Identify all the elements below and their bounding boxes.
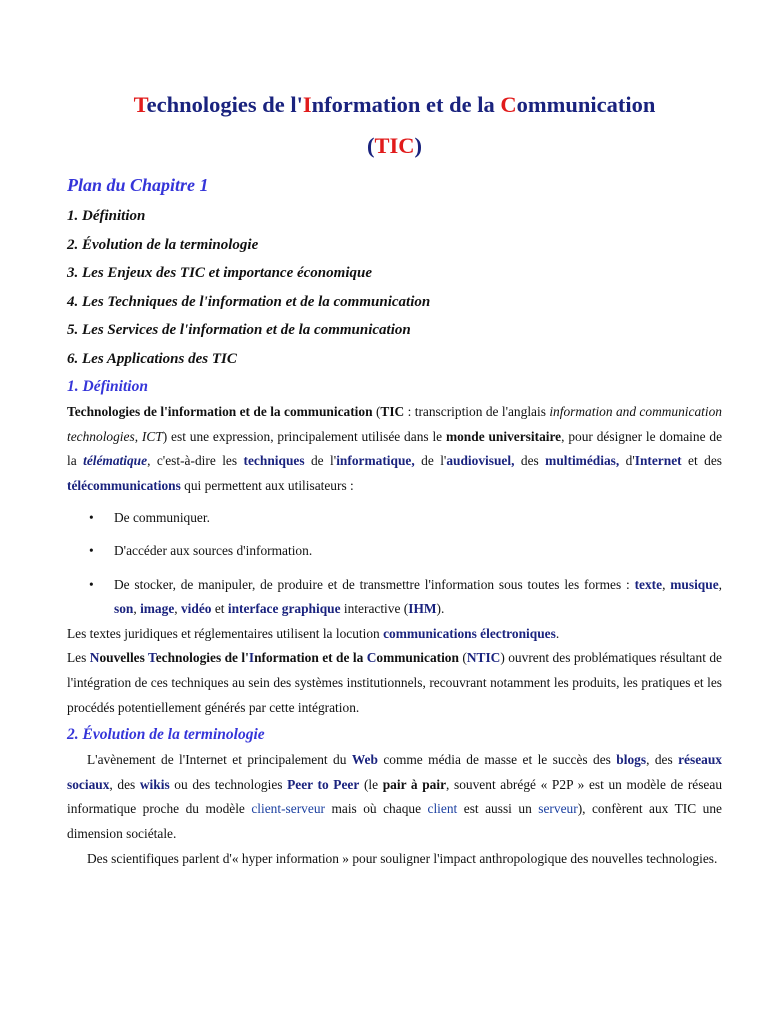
plan-item-applications: 6. Les Applications des TIC [67, 350, 237, 367]
text-run: interactive ( [340, 601, 409, 617]
text-run: , des [646, 752, 679, 768]
text-run: , souvent abrégé « P2P » est un modèle de [446, 776, 688, 792]
text-run: et [211, 601, 228, 617]
text-run[interactable]: interface graphique [227, 601, 341, 617]
text-run[interactable]: T [148, 650, 156, 666]
bullet-item-access [67, 539, 722, 564]
text-run[interactable]: N [89, 650, 100, 666]
text-run: monde universitaire [445, 428, 562, 444]
text-run[interactable]: IHM [408, 601, 437, 617]
text-run: d' [619, 453, 635, 469]
text-run[interactable]: Internet [634, 453, 682, 469]
text-run: ICT [141, 428, 163, 444]
text-run[interactable]: réseaux sociaux [67, 752, 722, 792]
text-run[interactable]: wikis [139, 776, 170, 792]
text-run: TIC [374, 133, 415, 158]
text-run: D'accéder aux sources d'information. [114, 543, 313, 559]
text-run: , [718, 576, 722, 592]
text-run[interactable]: client [427, 801, 458, 817]
text-run: ouvelles [99, 650, 148, 666]
text-run[interactable]: serveur [538, 801, 578, 817]
text-run: , des [109, 776, 140, 792]
text-run: : transcription de l'anglais [404, 404, 550, 419]
text-run[interactable]: texte [634, 576, 663, 592]
text-run: . [555, 625, 560, 641]
text-run: ) est une expression, principalement utilisée dans le [162, 428, 446, 444]
text-run: ), confèrent aux TIC une dimension sociétale. [67, 801, 722, 841]
text-run: ) [414, 133, 422, 158]
text-run: est aussi un [457, 801, 539, 817]
text-run: I [302, 92, 312, 117]
text-run: C [500, 92, 517, 117]
plan-item-definition: 1. Définition [67, 208, 146, 224]
text-run: ommunication [516, 92, 656, 117]
text-run[interactable]: communications électroniques [383, 625, 556, 641]
bullet-text [114, 577, 722, 617]
text-run: TIC [380, 404, 405, 419]
text-run: Les [67, 650, 90, 666]
text-run: ommunication [376, 650, 459, 666]
text-run[interactable]: audiovisuel, [446, 453, 515, 469]
text-run: comme média de masse et le succès des [377, 752, 617, 768]
text-run[interactable]: son [114, 601, 134, 617]
text-run[interactable]: image [140, 601, 175, 617]
text-run: information and communication technologies [67, 404, 722, 444]
plan-list [67, 202, 722, 373]
usage-bullet-list [67, 506, 722, 621]
text-run[interactable]: vidéo [180, 601, 212, 617]
text-run[interactable]: client-serveur [251, 801, 325, 817]
text-run: proche du modèle [136, 801, 252, 817]
text-run: Des scientifiques parlent d'« hyper information » pour souligner l'impact anthropologique des nouvelles technologies. [87, 850, 718, 866]
definition-paragraph [67, 400, 722, 498]
text-run: nformation et de la [254, 650, 367, 666]
text-run[interactable]: C [366, 650, 377, 666]
text-run: De communiquer. [114, 510, 210, 526]
document-title-acronym [67, 130, 722, 162]
plan-item-evolution: 2. Évolution de la terminologie [67, 236, 259, 253]
text-run[interactable]: informatique, [336, 453, 415, 469]
text-run: Technologies de l'information et de la communication [67, 404, 373, 419]
text-run[interactable]: blogs [616, 752, 647, 768]
text-run: , [134, 428, 142, 444]
text-run[interactable]: télécommunications [67, 477, 181, 493]
ntic-paragraph [67, 646, 722, 720]
text-run[interactable]: I [248, 650, 255, 666]
text-run: T [133, 92, 147, 117]
text-run[interactable]: NTIC [466, 650, 501, 666]
hyper-information-paragraph [67, 847, 722, 872]
document-title [67, 0, 722, 121]
plan-item-enjeux: 3. Les Enjeux des TIC et importance économique [67, 265, 372, 281]
text-run[interactable]: techniques [243, 453, 305, 469]
text-run: Les textes juridiques et réglementaires utilisent la locution [67, 625, 384, 641]
text-run: mais où chaque [324, 801, 428, 817]
text-run[interactable]: télématique [83, 453, 148, 469]
text-run: L'avènement de l'Internet et principalement du [87, 752, 352, 768]
bullet-icon: • [89, 543, 94, 559]
text-run: ( [458, 650, 467, 666]
text-run[interactable]: musique [670, 576, 719, 592]
bullet-item-store [67, 573, 722, 622]
text-run: de l' [304, 453, 337, 469]
text-run: pair à pair [382, 776, 447, 792]
text-run: ou des technologies [169, 776, 288, 792]
text-run[interactable]: multimédias, [545, 453, 620, 469]
section-heading-definition: 1. Définition [67, 378, 148, 395]
text-run: , pour désigner le domaine de la [67, 428, 723, 469]
text-run: ( [366, 133, 375, 158]
text-run: de l' [414, 453, 447, 469]
text-run: ) ouvrent des problématiques résultant de l'intégration de ces techniques au sein des systèmes institutionnels, recouvrant notamment les produits, les pratiques et les procédés potentiellement générés par cette intégration. [67, 650, 722, 715]
plan-item-services: 5. Les Services de l'information et de la communication [67, 322, 411, 338]
text-run: , [662, 576, 671, 592]
legal-paragraph [67, 622, 722, 647]
plan-heading: Plan du Chapitre 1 [67, 175, 209, 195]
bullet-text [114, 510, 210, 525]
bullet-text [114, 543, 312, 558]
section-heading-evolution: 2. Évolution de la terminologie [67, 726, 265, 744]
text-run: , [133, 601, 141, 617]
text-run: des [514, 453, 546, 469]
text-run: , c'est-à-dire les [147, 453, 244, 469]
text-run: nformation et de la [311, 92, 501, 117]
text-run: De stocker, de manipuler, de produire et de transmettre l'information sous toutes les formes : [114, 576, 635, 592]
text-run[interactable]: Web [351, 752, 378, 768]
text-run: ). [436, 601, 445, 617]
evolution-paragraph [67, 748, 722, 846]
text-run[interactable]: Peer to Peer [287, 776, 360, 792]
text-run: réseau informatique [67, 776, 723, 817]
text-run: qui permettent aux utilisateurs : [180, 477, 354, 493]
text-run: ( [372, 404, 381, 419]
text-run: echnologies de l' [146, 92, 303, 117]
bullet-icon: • [89, 576, 94, 592]
text-run: , [174, 601, 181, 617]
text-run: echnologies de l' [155, 650, 249, 666]
bullet-icon: • [89, 510, 94, 526]
bullet-item-communicate [67, 506, 722, 531]
plan-item-techniques: 4. Les Techniques de l'information et de la communication [67, 293, 431, 310]
text-run: et des [681, 453, 722, 469]
text-run: (le [359, 776, 383, 792]
